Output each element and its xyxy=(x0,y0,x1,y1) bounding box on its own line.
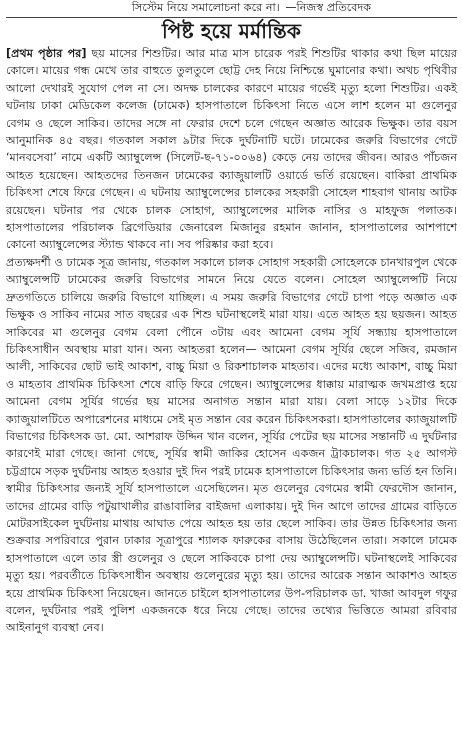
previous-article-tail xyxy=(6,0,457,17)
article-paragraph-1 xyxy=(6,45,457,254)
paragraph-2-text: প্রত্যক্ষদর্শী ও ঢামেক সূত্র জানায়, গতকাল সকালে চালক সোহাগ সহকারী সোহেলকে চানখারপুল থেকে অ্যাম্বুলেন্সটি ঢামেকের জরুরি বিভাগের সামনে নিয়ে যেতে বলেন। সোহেল অ্যাম্বুলেন্সটি নিয়ে দ্রুতগতিতে চালিয়ে জরুরি বিভাগে যাচ্ছিল। এ সময় জরুরি বিভাগের গেটে চাপা পড়ে অজ্ঞাত এক ভিক্ষুক ও সাকিব নামের সাত বছরের এক শিশু ঘটনাস্থলেই মারা যায়। এতে আহত হয় ছয়জন। আহত সাকিবের মা গুলেনুর বেগম বেলা পৌনে ৩টায় এবং আমেনা বেগম সূর্যি সন্ধ্যায় হাসপাতালে চিকিৎসাধীন অবস্থায় মারা যান। অন্য আহতরা হলেন— আমেনা বেগম সূর্যির ছেলে সজিব, রমজান আলী, সাকিবের ছোট ভাই আকাশ, বাচ্চু মিয়া ও রিকশাচালক মাহতাব। এদের মধ্যে আকাশ, বাচ্চু মিয়া ও মাহতাব প্রাথমিক চিকিৎসা শেষে বাড়ি ফিরে গেছেন। অ্যাম্বুলেন্সের ধাক্কায় মারাত্মক জখমপ্রাপ্ত হয়ে আমেনা বেগম সূর্যির গর্ভের ছয় মাসের অনাগত সন্তান মারা যায়। বেলা সাড়ে ১২টার দিকে ক্যাজুয়ালটিতে অপারেশনের মাধ্যমে সেই মৃত সন্তান বের করেন চিকিৎসকরা। হাসপাতালের ক্যাজুয়ালটি বিভাগের চিকিৎসক ডা. মো. আশরাফ উদ্দিন খান বলেন, সূর্যির পেটের ছয় মাসের সন্তানটি এ দুর্ঘটনার কারণেই মারা গেছে। জানা গেছে, সূর্যির স্বামী জাকির হোসেন একজন ট্রাকচালক। গত ২৫ আগস্ট চট্টগ্রামে সড়ক দুর্ঘটনায় আহত হওয়ার দুই দিন পরই ঢামেক হাসপাতালে চিকিৎসার জন্য ভর্তি হন তিনি। স্বামীর চিকিৎসার জন্যই সূর্যি হাসপাতালে এসেছিলেন। মৃত গুলেনুর বেগমের স্বামী ফেরদৌস জানান, তাদের গ্রামের বাড়ি পটুয়াখালীর রাঙাবালির বাইজদা এলাকায়। দুই দিন আগে তাদের গ্রামের বাড়িতে মোটরসাইকেল দুর্ঘটনায় মাথায় আঘাত পেয়ে আহত হয় তার ছেলে সাকিব। তার উন্নত চিকিৎসার জন্য শুক্রবার সপরিবারে পুরান ঢাকার সূত্রাপুরে শ্যালক ফারুকের বাসায় উঠেছিলেন তারা। সকালে ঢামেক হাসপাতালে এলে তার স্ত্রী গুলেনুর ও ছেলে সাকিবকে চাপা দেয় অ্যাম্বুলেন্সটি। ঘটনাস্থলেই সাকিবের মৃত্যু হয়। পরবর্তীতে চিকিৎসাধীন অবস্থায় গুলেনুরের মৃত্যু হয়। তাদের আরেক সন্তান আকাশও আহত হয়ে প্রাথমিক চিকিৎসা নিয়েছেন। জানতে চাইলে হাসপাতালের উপ-পরিচালক ডা. খাজা আবদুল গফুর বলেন, দুর্ঘটনার পরই পুলিশ একজনকে ধরে নিয়ে গেছে। তাদের তথ্যের ভিত্তিতে আমরা রবিবার আইনানুগ ব্যবস্থা নেব। xyxy=(6,255,457,635)
continued-from-front-page-tag: [প্রথম পৃষ্ঠার পর] xyxy=(6,47,87,60)
previous-article-text: সিস্টেম নিয়ে সমালোচনা করে না। xyxy=(131,1,280,14)
paragraph-1-text: ছয় মাসের শিশুটির। আর মাত্র মাস চারেক পরই শিশুটির থাকার কথা ছিল মায়ের কোলে। মায়ের গন্ধ মেখে তার বাহুতে তুলতুলে ছোট্ট দেহ নিয়ে নিশ্চিন্তে ঘুমানোর কথা। অথচ পৃথিবীর আলো দেখারই সুযোগ পেল না সে। অদক্ষ চালকের কারণে মায়ের গর্ভেই মৃত্যু হলো শিশুটির। একই ঘটনায় ঢাকা মেডিকেল কলেজ (ঢামেক) হাসপাতালে চিকিৎসা নিতে এসে লাশ হলেন মা গুলেনুর বেগম ও ছেলে সাকিব। তাদের সঙ্গে না ফেরার দেশে চলে গেছেন অজ্ঞাত আরেক ভিক্ষুক। তার বয়স আনুমানিক ৪৫ বছর। গতকাল সকাল ৯টার দিকে দুর্ঘটনাটি ঘটে। ঢামেকের জরুরি বিভাগের গেটে ‘মানবসেবা’ নামে একটি অ্যাম্বুলেন্স (সিলেট-ছ-৭১-০০৬৪) কেড়ে নেয় তাদের জীবন। আরও পাঁচজন আহত হয়েছেন। আহতদের তিনজন ঢামেকের ক্যাজুয়ালটি ওয়ার্ডে ভর্তি রয়েছেন। বাকিরা প্রাথমিক চিকিৎসা শেষে ফিরে গেছেন। এ ঘটনায় অ্যাম্বুলেন্সের চালকের সহকারী সোহেল শাহবাগ থানায় আটক রয়েছেন। ঘটনার পর থেকে চালক সোহাগ, অ্যাম্বুলেন্সের মালিক নাসির ও মাহফুজ পলাতক। হাসপাতালের পরিচালক ব্রিগেডিয়ার জেনারেল মিজানুর রহমান জানান, হাসপাতালের আশপাশে কোনো অ্যাম্বুলেন্সের স্ট্যান্ড থাকবে না। সব পরিষ্কার করা হবে। xyxy=(6,47,458,252)
article-paragraph-2 xyxy=(6,254,457,637)
reporter-credit: —নিজস্ব প্রতিবেদক xyxy=(285,1,372,14)
article-headline: পিষ্ট হয়ে মর্মান্তিক xyxy=(161,19,302,43)
